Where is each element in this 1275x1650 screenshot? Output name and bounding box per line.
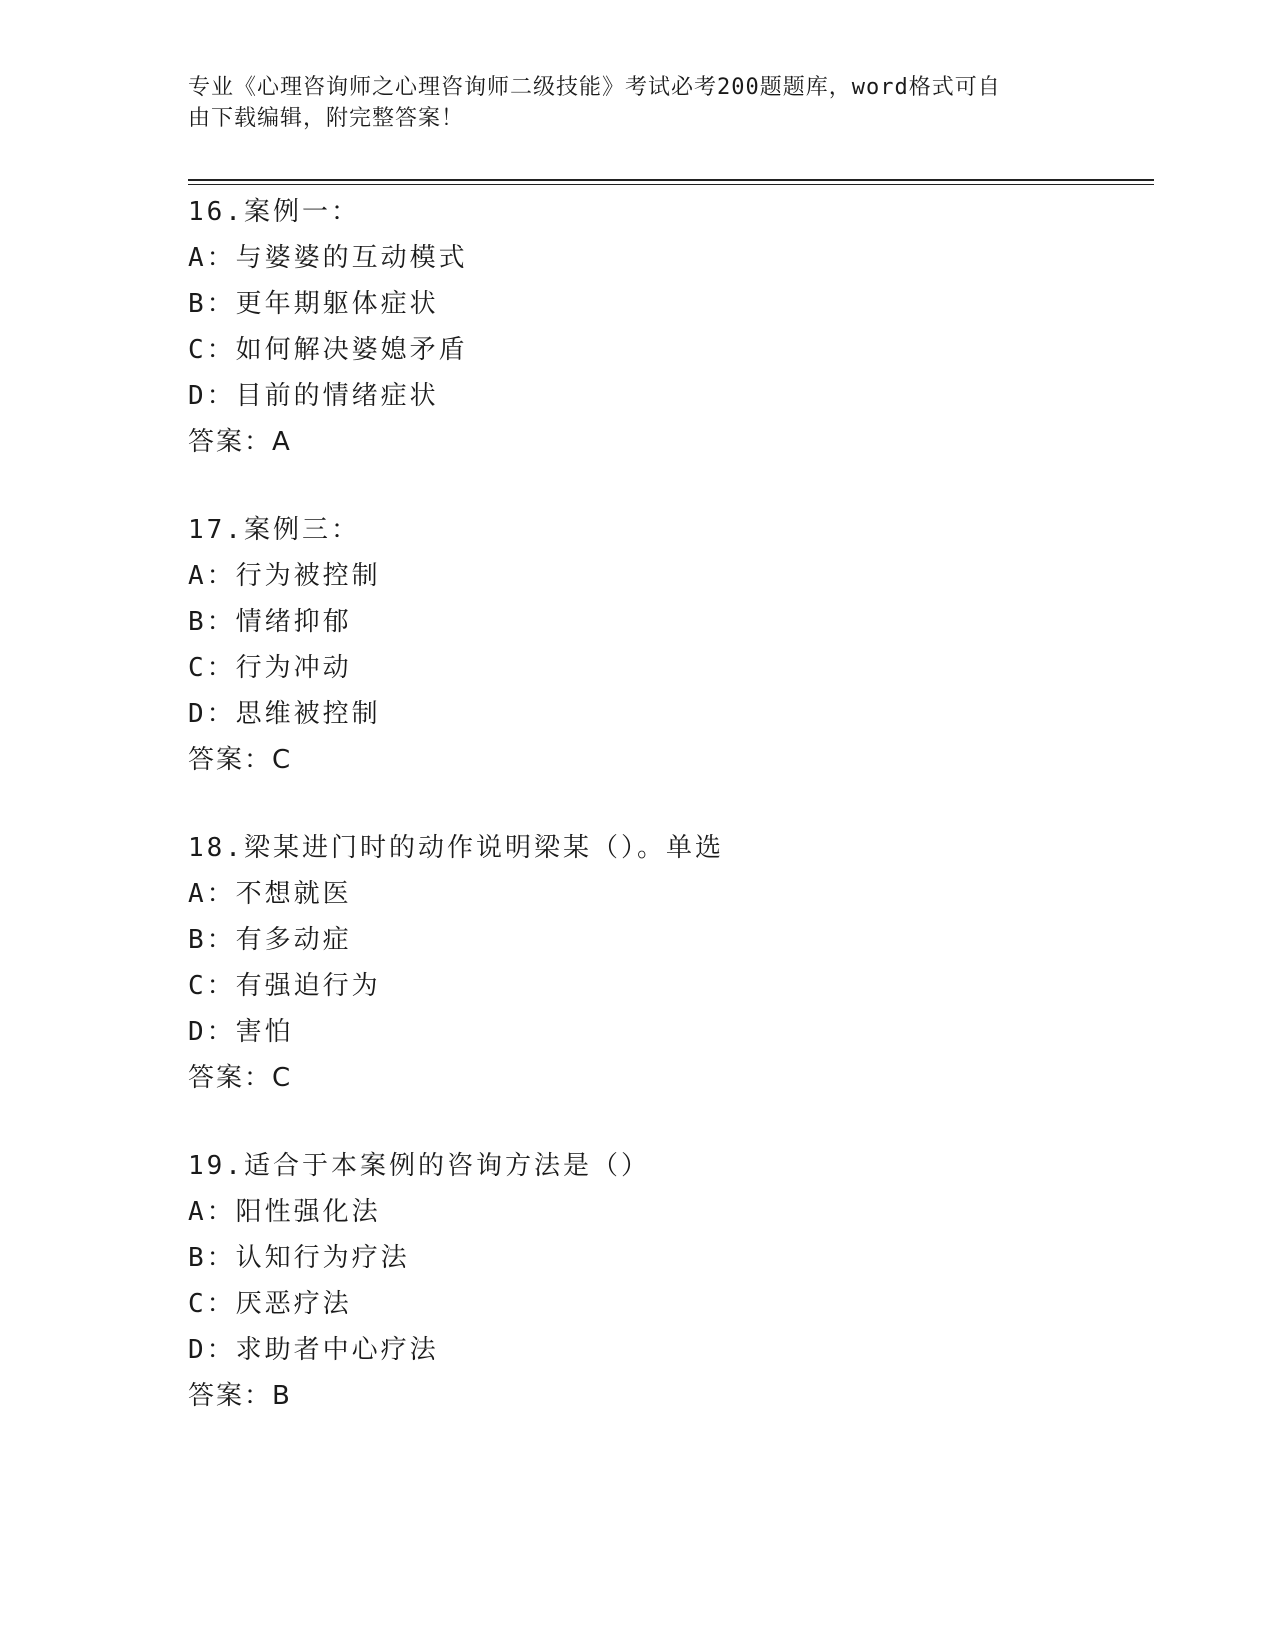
- option-b: B：情绪抑郁: [188, 607, 352, 637]
- header-line-1: 专业《心理咨询师之心理咨询师二级技能》考试必考200题题库，word格式可自: [188, 75, 1001, 100]
- answer: 答案：A: [188, 427, 292, 457]
- answer: 答案：C: [188, 1063, 293, 1093]
- header-divider-thin: [188, 184, 1154, 185]
- question-16: [188, 189, 1088, 465]
- question-stem: 19.适合于本案例的咨询方法是（）: [188, 1151, 650, 1181]
- option-d: D：目前的情绪症状: [188, 381, 439, 411]
- option-b: B：认知行为疗法: [188, 1243, 410, 1273]
- question-stem: 16.案例一：: [188, 197, 360, 227]
- header-line-2: 由下载编辑，附完整答案！: [188, 106, 465, 131]
- question-stem: 17.案例三：: [188, 515, 360, 545]
- answer: 答案：C: [188, 745, 293, 775]
- option-a: A：不想就医: [188, 879, 352, 909]
- option-b: B：有多动症: [188, 925, 352, 955]
- option-c: C：行为冲动: [188, 653, 352, 683]
- option-a: A：行为被控制: [188, 561, 381, 591]
- option-d: D：求助者中心疗法: [188, 1335, 439, 1365]
- option-c: C：有强迫行为: [188, 971, 381, 1001]
- option-c: C：如何解决婆媳矛盾: [188, 335, 468, 365]
- question-17: [188, 507, 1088, 783]
- answer: 答案：B: [188, 1381, 292, 1411]
- option-a: A：与婆婆的互动模式: [188, 243, 468, 273]
- question-18: [188, 825, 1088, 1101]
- option-d: D：思维被控制: [188, 699, 381, 729]
- header-divider-thick: [188, 179, 1154, 181]
- option-c: C：厌恶疗法: [188, 1289, 352, 1319]
- question-stem: 18.梁某进门时的动作说明梁某（）。单选: [188, 833, 724, 863]
- option-d: D：害怕: [188, 1017, 294, 1047]
- question-19: [188, 1143, 1088, 1419]
- option-b: B：更年期躯体症状: [188, 289, 439, 319]
- option-a: A：阳性强化法: [188, 1197, 381, 1227]
- document-header: [188, 72, 1088, 134]
